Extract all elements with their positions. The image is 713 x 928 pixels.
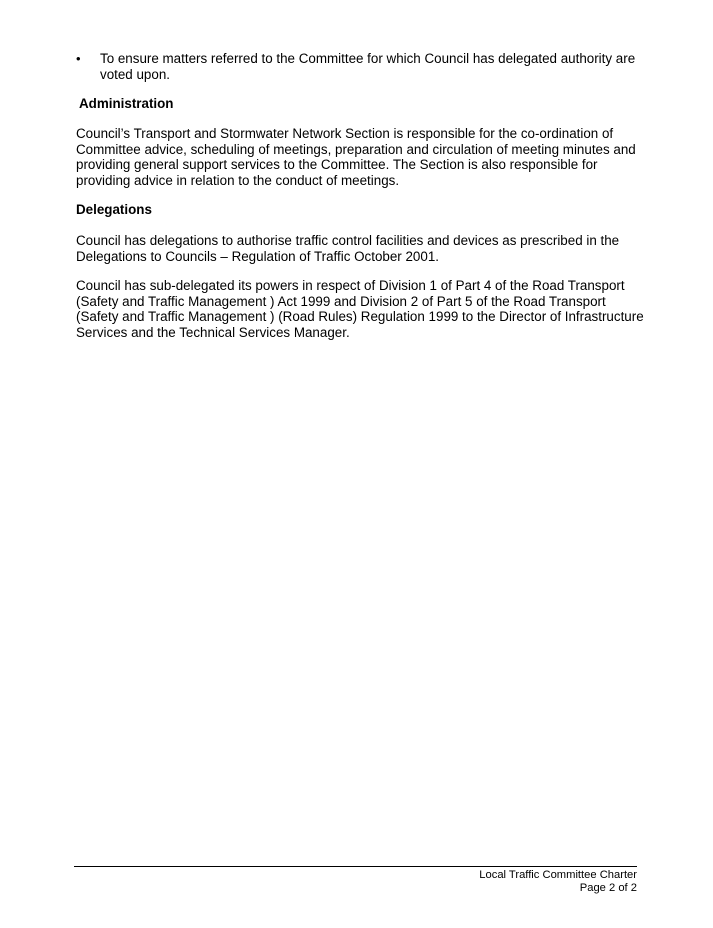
administration-paragraph: Council’s Transport and Stormwater Network Section is responsible for the co-ordination of Committee advice, scheduling of meetings, preparation and circulation of meeting minutes and providing general support services to the Committee. The Section is also responsible for providing advice in relation to the conduct of meetings.	[76, 126, 636, 188]
bullet-text: To ensure matters referred to the Committee for which Council has delegated authority are voted upon.	[100, 51, 636, 82]
bullet-point: •	[76, 51, 81, 66]
footer-document-title: Local Traffic Committee Charter	[479, 869, 637, 881]
footer-divider	[74, 866, 637, 867]
delegations-heading: Delegations	[76, 202, 152, 217]
delegations-paragraph-1: Council has delegations to authorise traffic control facilities and devices as prescribed in the Delegations to Councils – Regulation of Traffic October 2001.	[76, 233, 620, 264]
administration-heading: Administration	[79, 96, 174, 111]
delegations-paragraph-2: Council has sub-delegated its powers in respect of Division 1 of Part 4 of the Road Transport (Safety and Traffic Management ) Act 1999 and Division 2 of Part 5 of the Road Transport (Safety and Traffic Management ) (Road Rules) Regulation 1999 to the Director of Infrastructure Services and the Technical Services Manager.	[76, 278, 644, 340]
footer-page-number: Page 2 of 2	[579, 882, 637, 894]
